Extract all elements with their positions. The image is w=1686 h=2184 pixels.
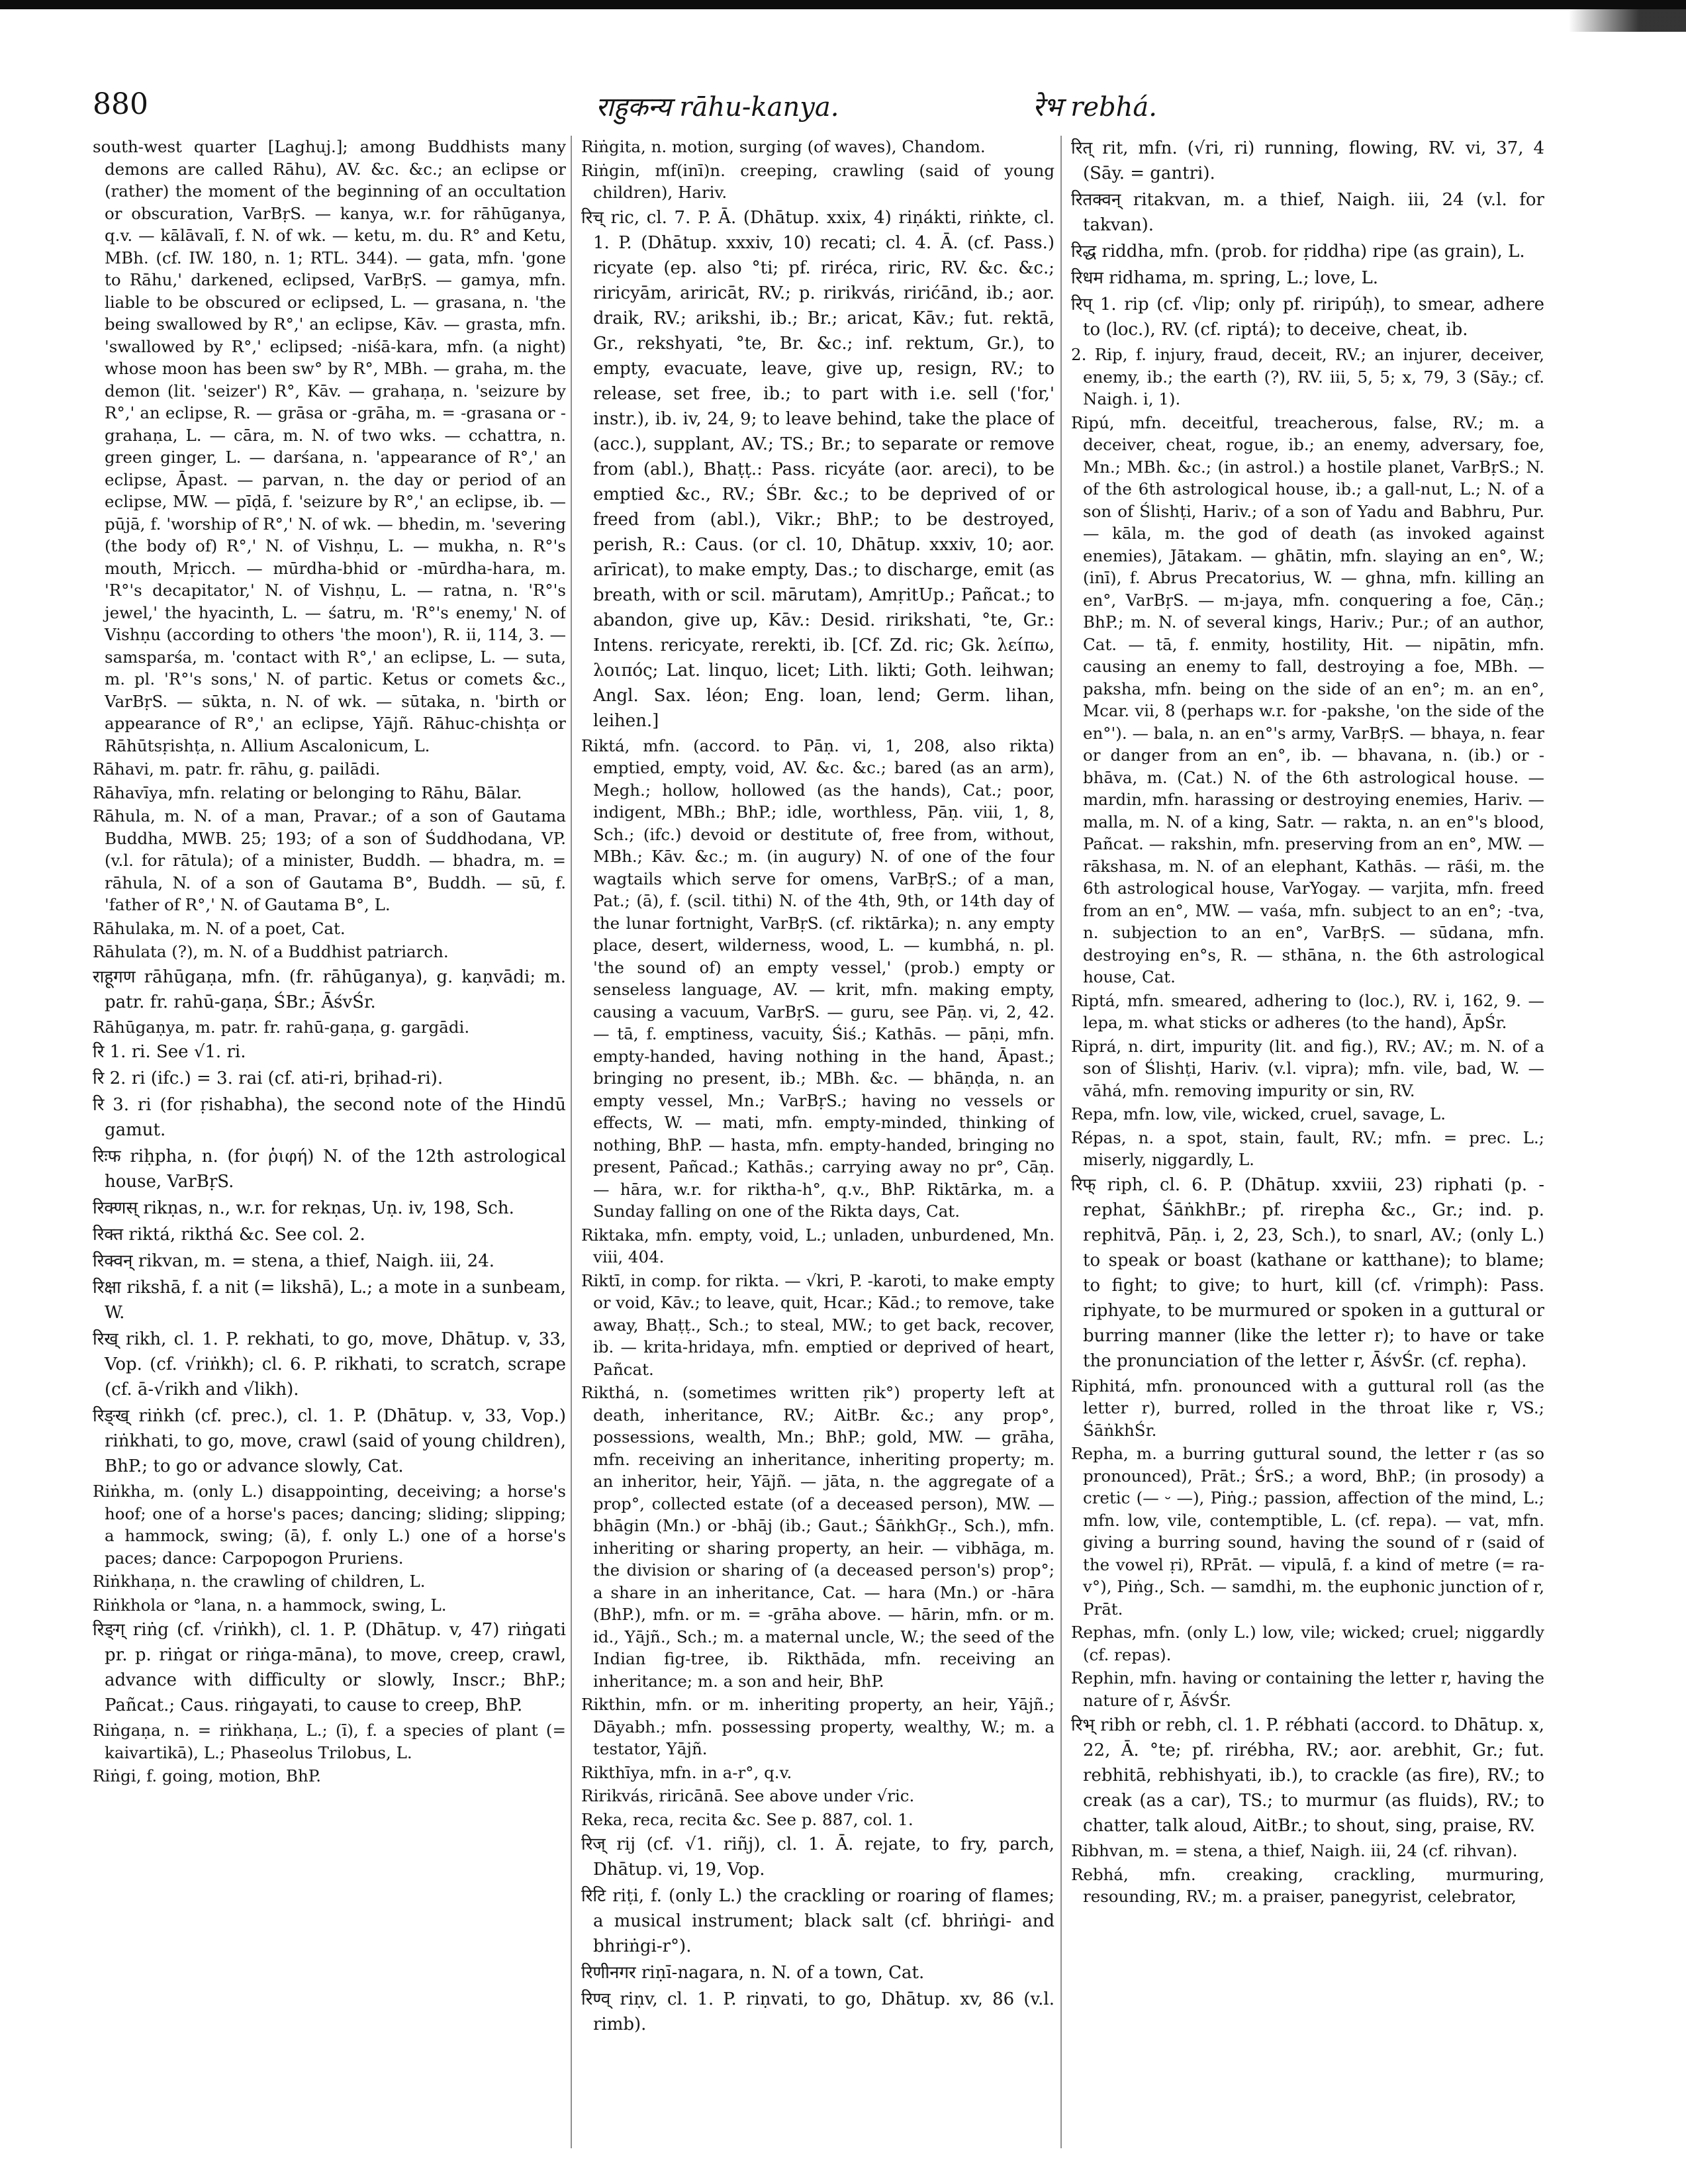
dictionary-entry: Rāhavi, m. patr. fr. rāhu, g. pailādi. — [93, 759, 381, 779]
dictionary-entry: Riptá, mfn. smeared, adhering to (loc.), RV. i, 162, 9. — lepa, m. what sticks or adheres (to the hand), ĀpŚr. — [1071, 990, 1544, 1032]
running-head-left: राहुकन्य rāhu-kanya. — [596, 92, 839, 122]
dictionary-entry: Rikthá, n. (sometimes written ṛik°) property left at death, inheritance, RV.; AitBr. &c.; any prop°, possessions, wealth, Mn.; BhP.; gold, MW. — grāha, mfn. receiving an inheritance, inheriting property; m. an inheritor, heir, Yājñ. — jāta, n. the aggregate of a prop°, collected estate (of a deceased person), MW. — bhāgin (Mn.) or -bhāj (ib.; Gaut.; ŚāṅkhGṛ., Sch.), mfn. inheriting or sharing property, an heir. — vibhāga, m. the division or sharing of (a deceased person's) prop°; a share in an inheritance, Cat. — hara (Mn.) or -hāra (BhP.), mfn. or m. = -grāha above. — hārin, mfn. or m. id., Yājñ., Sch.; m. a maternal uncle, W.; the seed of the Indian fig-tree, ib. Rikthāda, mfn. receiving an inheritance; m. a son and heir, BhP. — [581, 1383, 1054, 1691]
dictionary-entry: Riṅkhaṇa, n. the crawling of children, L. — [93, 1572, 426, 1591]
dictionary-entry: रि 1. ri. See √1. ri. — [93, 1042, 246, 1062]
dictionary-entry: रिटि riṭi, f. (only L.) the crackling or roaring of flames; a musical instrument; black salt (cf. bhriṅgi- and bhriṅgi-r°). — [581, 1886, 1054, 1956]
dictionary-entry: Riṅkha, m. (only L.) disappointing, deceiving; a horse's hoof; one of a horse's paces; dancing; sliding; slipping; a hammock, swing; (ā), f. only L.) one of a horse's paces; dance: Carpopogon Pruriens. — [93, 1482, 566, 1568]
dictionary-entry: Rebhá, mfn. creaking, crackling, murmuring, resounding, RV.; m. a praiser, panegyrist, celebrator, — [1071, 1864, 1544, 1906]
dictionary-entry: Rāhulata (?), m. N. of a Buddhist patriarch. — [93, 942, 449, 961]
dictionary-entry: रिक्षा rikshā, f. a nit (= likshā), L.; a mote in a sunbeam, W. — [93, 1278, 566, 1323]
dictionary-entry: Rephas, mfn. (only L.) low, vile; wicked; cruel; niggardly (cf. repas). — [1071, 1623, 1544, 1664]
dictionary-entry: Riprá, n. dirt, impurity (lit. and fig.), RV.; AV.; m. N. of a son of Ślishṭi, Hariv. (v.l. vipra); mfn. vile, bad, W. — vāhá, mfn. removing impurity or sin, RV. — [1071, 1036, 1544, 1100]
dictionary-entry: Rikthīya, mfn. in a-r°, q.v. — [581, 1762, 792, 1782]
dictionary-entry: रिच् ric, cl. 7. P. Ā. (Dhātup. xxix, 4) riṇákti, riṅkte, cl. 1. P. (Dhātup. xxxiv, 10) recati; cl. 4. Ā. (cf. Pass.) ricyate (ep. also °ti; pf. riréca, riric, RV. &c. &c.; riricyām, ariricāt, RV.; p. ririkvás, ririćānd, ib.; aor. draik, RV.; arikshi, ib.; Br.; aricat, Kāv.; fut. rektā, Gr., rekshyati, °te, Br. &c.; inf. rektum, Gr.), to empty, evacuate, leave, give up, resign, RV.; to release, set free, ib.; to part with i.e. sell ('for,' instr.), ib. iv, 24, 9; to leave behind, take the place of (acc.), supplant, AV.; TS.; Br.; to separate or remove from (abl.), Bhaṭṭ.: Pass. ricyáte (aor. areci), to be emptied &c., RV.; ŚBr. &c.; to be deprived of or freed from (abl.), Vikr.; BhP.; to be destroyed, perish, R.: Caus. (or cl. 10, Dhātup. xxxiv, 10; aor. arīricat), to make empty, Das.; to discharge, emit (as breath, with or scil. mārutam), AmṛitUp.; Pañcat.; to abandon, give up, Kāv.: Desid. ririkshati, °te, Gr.: Intens. rericyate, rerekti, ib. [Cf. Zd. ric; Gk. λείπω, λοιπός; Lat. linquo, licet; Lith. likti; Goth. leihwan; Angl. Sax. léon; Eng. loan, lend; Germ. lihan, leihen.] — [581, 207, 1054, 731]
column-2 — [581, 136, 1054, 2161]
dictionary-entry: रि 3. ri (for ṛishabha), the second note of the Hindū gamut. — [93, 1095, 566, 1140]
dictionary-entry: Riktaka, mfn. empty, void, L.; unladen, unburdened, Mn. viii, 404. — [581, 1225, 1054, 1266]
page-number: 880 — [93, 87, 148, 121]
dictionary-entry: Repha, m. a burring guttural sound, the letter r (as so pronounced), Prāt.; ŚrS.; a word, BhP.; (in prosody) a cretic (— ⏑ —), Piṅg.; passion, affection of the mind, L.; mfn. low, vile, contemptible, L. (cf. repa). — vat, mfn. giving a burring sound, having the sound of r (said of the vowel ṛi), RPrāt. — vipulā, f. a kind of metre (= ra-v°), Piṅg., Sch. — samdhi, m. the euphonic junction of r, Prāt. — [1071, 1444, 1544, 1619]
dictionary-entry: Reka, reca, recita &c. See p. 887, col. 1. — [581, 1809, 913, 1829]
dictionary-entry: Rikthin, mfn. or m. inheriting property, an heir, Yājñ.; Dāyabh.; mfn. possessing property, wealthy, W.; m. a testator, Yājñ. — [581, 1695, 1054, 1758]
dictionary-entry: राहूगण rāhūgaṇa, mfn. (fr. rāhūganya), g. kaṇvādi; m. patr. fr. rahū-gaṇa, ŚBr.; ĀśvŚr. — [93, 967, 566, 1012]
dictionary-entry: Répas, n. a spot, stain, fault, RV.; mfn. = prec. L.; miserly, niggardly, L. — [1071, 1127, 1544, 1169]
dictionary-entry: Repa, mfn. low, vile, wicked, cruel, savage, L. — [1071, 1104, 1446, 1123]
dictionary-entry: Riṅgaṇa, n. = riṅkhaṇa, L.; (ī), f. a species of plant (= kaivartikā), L.; Phaseolus Trilobus, L. — [93, 1721, 566, 1762]
dictionary-entry: रिप् 1. rip (cf. √lip; only pf. riripúḥ), to smear, adhere to (loc.), RV. (cf. riptá); to deceive, cheat, ib. — [1071, 295, 1544, 340]
dictionary-entry: रित् rit, mfn. (√ri, ri) running, flowing, RV. vi, 37, 4 (Sāy. = gantri). — [1071, 138, 1544, 183]
scan-edge-top — [0, 0, 1686, 9]
dictionary-entry: रिक्णस् rikṇas, n., w.r. for rekṇas, Uṇ. iv, 198, Sch. — [93, 1198, 514, 1218]
dictionary-entry: Ririkvás, riricānā. See above under √ric. — [581, 1786, 915, 1805]
column-1 — [93, 136, 566, 2161]
dictionary-entry: Riṅgita, n. motion, surging (of waves), Chandom. — [581, 137, 986, 156]
dictionary-entry: रिङ्ख् riṅkh (cf. prec.), cl. 1. P. (Dhātup. v, 33, Vop.) riṅkhati, to go, move, crawl (said of young children), BhP.; to go or advance slowly, Cat. — [93, 1406, 566, 1476]
dictionary-entry: Rephin, mfn. having or containing the letter r, having the nature of r, ĀśvŚr. — [1071, 1668, 1544, 1710]
scan-edge-notch — [1569, 9, 1686, 32]
dictionary-entry: Ripú, mfn. deceitful, treacherous, false, RV.; m. a deceiver, cheat, rogue, ib.; an enemy, adversary, foe, Mn.; MBh. &c.; (in astrol.) a hostile planet, VarBṛS.; N. of the 6th astrological house, ib.; a gall-nut, L.; N. of a son of Ślishṭi, Hariv.; of a son of Yadu and Babhru, Pur. — kāla, m. the god of death (as invoked against enemies), Jātakam. — ghātin, mfn. slaying an en°, W.; (inī), f. Abrus Precatorius, W. — ghna, mfn. killing an en°, VarBṛS. — m-jaya, mfn. conquering a foe, Cāṇ.; BhP.; m. N. of several kings, Hariv.; Pur.; of an author, Cat. — tā, f. enmity, hostility, Hit. — nipātin, mfn. causing an enemy to fall, destroying a foe, MBh. — paksha, mfn. being on the side of an en°; m. an en°, Mcar. vii, 8 (perhaps w.r. for -pakshe, 'on the side of the en°'). — bala, n. an en°'s army, VarBṛS. — bhaya, n. fear or danger from an en°, ib. — bhavana, n. (ib.) or -bhāva, m. (Cat.) N. of the 6th astrological house. — mardin, mfn. harassing or destroying enemies, Hariv. — malla, m. N. of a king, Satr. — rakta, n. an en°'s blood, Pañcat. — rakshin, mfn. preserving from an en°, MW. — rākshasa, m. N. of an elephant, Kathās. — rāśi, m. the 6th astrological house, VarYogay. — varjita, mfn. freed from an en°, MW. — vaśa, mfn. subject to an en°; -tva, n. subjection to an en°, VarBṛS. — sūdana, mfn. destroying en°s, R. — sthāna, n. the 6th astrological house, Cat. — [1071, 412, 1544, 986]
dictionary-entry: रिद्ध riddha, mfn. (prob. for ṛiddha) ripe (as grain), L. — [1071, 242, 1525, 261]
dictionary-entry: Rāhūgaṇya, m. patr. fr. rahū-gaṇa, g. gargādi. — [93, 1017, 470, 1037]
dictionary-entry: Ribhvan, m. = stena, a thief, Naigh. iii, 24 (cf. rihvan). — [1071, 1841, 1518, 1860]
dictionary-entry: रिःफ riḥpha, n. (for ῥιφή) N. of the 12th astrological house, VarBṛS. — [93, 1147, 566, 1192]
dictionary-entry: रिफ् riph, cl. 6. P. (Dhātup. xxviii, 23) riphati (p. -rephat, ŚāṅkhBr.; pf. rirepha &c., Gr.; ind. p. rephitvā, Pāṇ. i, 2, 23, Sch.), to snarl, AV.; (only L.) to speak or boast (kathane or katthane); to blame; to fight; to give; to hurt, kill (cf. √rimph): Pass. riphyate, to be murmured or spoken in a guttural or burring manner (like the letter r); to have or take the pronunciation of the letter r, ĀśvŚr. (cf. repha). — [1071, 1174, 1544, 1371]
dictionary-entry: रितक्वन् ritakvan, m. a thief, Naigh. iii, 24 (v.l. for takvan). — [1071, 190, 1544, 235]
column-3 — [1071, 136, 1544, 2161]
dictionary-entry: रिक्त riktá, rikthá &c. See col. 2. — [93, 1225, 365, 1245]
page-header — [93, 87, 1602, 127]
dictionary-entry: रिज् rij (cf. √1. riñj), cl. 1. Ā. rejate, to fry, parch, Dhātup. vi, 19, Vop. — [581, 1834, 1054, 1879]
dictionary-entry: Riktá, mfn. (accord. to Pāṇ. vi, 1, 208, also rikta) emptied, empty, void, AV. &c. &c.; bared (as an arm), Megh.; hollow, hollowed (as the hands), Cat.; poor, indigent, MBh.; BhP.; idle, worthless, Pāṇ. viii, 1, 8, Sch.; (ifc.) devoid or destitute of, free from, without, MBh.; Kāv. &c.; m. (in augury) N. of one of the four wagtails which serve for omens, VarBṛS.; of a man, Pat.; (ā), f. (scil. tithi) N. of the 4th, 9th, or 14th day of the lunar fortnight, VarBṛS. (cf. riktārka); n. any empty place, desert, wilderness, wood, L. — kumbhá, n. pl. 'the sound of) an empty vessel,' (prob.) empty or senseless language, AV. — krit, mfn. making empty, causing a vacuum, VarBṛS. — guru, see Pāṇ. vi, 2, 42. — tā, f. emptiness, vacuity, Śiś.; Kathās. — pāṇi, mfn. empty-handed, having nothing in the hand, Āpast.; bringing no present, ib.; MBh. &c. — bhāṇḍa, n. an empty vessel, Mn.; VarBṛS.; having no vessels or effects, W. — mati, mfn. empty-minded, thinking of nothing, BhP. — hasta, mfn. empty-handed, bringing no present, Pañcad.; Kathās.; carrying away no pr°, Cāṇ. — hāra, w.r. for riktha-h°, q.v., BhP. Riktārka, m. a Sunday falling on one of the Rikta days, Cat. — [581, 736, 1054, 1221]
dictionary-entry: रिङ्ग् riṅg (cf. √riṅkh), cl. 1. P. (Dhātup. v, 47) riṅgati pr. p. riṅgat or riṅga-māna), to move, creep, crawl, advance with difficulty or slowly, Inscr.; BhP.; Pañcat.; Caus. riṅgayati, to cause to creep, BhP. — [93, 1620, 566, 1715]
dictionary-entry: रिणीनगर riṇī-nagara, n. N. of a town, Cat. — [581, 1963, 925, 1983]
dictionary-entry: रिख् rikh, cl. 1. P. rekhati, to go, move, Dhātup. v, 33, Vop. (cf. √riṅkh); cl. 6. P. rikhati, to scratch, scrape (cf. ā-√rikh and √likh). — [93, 1329, 566, 1400]
dictionary-entry: रिधम ridhama, m. spring, L.; love, L. — [1071, 268, 1378, 288]
dictionary-columns — [93, 136, 1615, 2161]
dictionary-entry: south-west quarter [Laghuj.]; among Buddhists many demons are called Rāhu), AV. &c. &c.; an eclipse or (rather) the moment of the beginning of an occultation or obscuration, VarBṛS. — kanya, w.r. for rāhūganya, q.v. — kālāvalī, f. N. of wk. — ketu, m. du. R° and Ketu, MBh. (cf. IW. 180, n. 1; RTL. 344). — gata, mfn. 'gone to Rāhu,' darkened, eclipsed, VarBṛS. — gamya, mfn. liable to be obscured or eclipsed, L. — grasana, n. 'the being swallowed by R°,' an eclipse, Kāv. — grasta, mfn. 'swallowed by R°,' eclipsed; -niśā-kara, mfn. (a night) whose moon has been sw° by R°, MBh. — graha, m. the demon (lit. 'seizer') R°, Kāv. — grahaṇa, n. 'seizure by R°,' an eclipse, R. — grāsa or -grāha, m. = -grasana or -grahaṇa, L. — cāra, m. N. of two wks. — cchattra, n. green ginger, L. — darśana, n. 'appearance of R°,' an eclipse, Āpast. — parvan, n. the day or period of an eclipse, MW. — pīḍā, f. 'seizure by R°,' an eclipse, ib. — pūjā, f. 'worship of R°,' N. of wk. — bhedin, m. 'severing (the body of) R°,' N. of Vishṇu, L. — mukha, n. R°'s mouth, Mṛicch. — mūrdha-bhid or -mūrdha-hara, m. 'R°'s decapitator,' N. of Vishṇu, L. — ratna, n. 'R°'s jewel,' the hyacinth, L. — śatru, m. 'R°'s enemy,' N. of Vishṇu (according to others 'the moon'), R. ii, 114, 3. — samsparśa, m. 'contact with R°,' an eclipse, L. — suta, m. pl. 'R°'s sons,' N. of partic. Ketus or comets &c., VarBṛS. — sūkta, n. N. of wk. — sūtaka, n. 'birth or appearance of R°,' an eclipse, Yājñ. Rāhuc-chishṭa or Rāhūtsṛishṭa, n. Allium Ascalonicum, L. — [93, 137, 566, 755]
dictionary-entry: रि 2. ri (ifc.) = 3. rai (cf. ati-ri, bṛihad-ri). — [93, 1068, 444, 1088]
running-head-right: रेभ rebhá. — [1033, 92, 1157, 122]
dictionary-entry: Riphitá, mfn. pronounced with a guttural roll (as the letter r), burred, rolled in the throat like r, VS.; ŚāṅkhŚr. — [1071, 1376, 1544, 1440]
dictionary-entry: Rāhula, m. N. of a man, Pravar.; of a son of Gautama Buddha, MWB. 25; 193; of a son of Śuddhodana, VP. (v.l. for rātula); of a minister, Buddh. — bhadra, m. = rāhula, N. of a son of Gautama B°, Buddh. — sū, f. 'father of R°,' N. of Gautama B°, L. — [93, 806, 566, 914]
dictionary-entry: Riṅgi, f. going, motion, BhP. — [93, 1766, 322, 1785]
dictionary-entry: Riktī, in comp. for rikta. — √kri, P. -karoti, to make empty or void, Kāv.; to leave, quit, Hcar.; Kād.; to remove, take away, Bhaṭṭ., Sch.; to steal, MW.; to get back, recover, ib. — krita-hridaya, mfn. emptied or deprived of heart, Pañcat. — [581, 1270, 1054, 1379]
dictionary-entry: Rāhavīya, mfn. relating or belonging to Rāhu, Bālar. — [93, 783, 522, 802]
dictionary-entry: रिभ् ribh or rebh, cl. 1. P. rébhati (accord. to Dhātup. x, 22, Ā. °te; pf. rirébha, RV.; aor. arebhit, Gr.; fut. rebhitā, rebhishyati, ib.), to crackle (as fire), RV.; to creak (as a car), TS.; to murmur (as fluids), RV.; to chatter, talk aloud, AitBr.; to shout, sing, praise, RV. — [1071, 1715, 1544, 1836]
dictionary-entry: Riṅkhola or °lana, n. a hammock, swing, L. — [93, 1595, 447, 1615]
dictionary-entry: रिण्व् riṇv, cl. 1. P. riṇvati, to go, Dhātup. xv, 86 (v.l. rimb). — [581, 1989, 1054, 2034]
dictionary-entry: रिक्वन् rikvan, m. = stena, a thief, Naigh. iii, 24. — [93, 1251, 495, 1271]
dictionary-entry: Riṅgin, mf(inī)n. creeping, crawling (said of young children), Hariv. — [581, 160, 1054, 202]
dictionary-entry: Rāhulaka, m. N. of a poet, Cat. — [93, 918, 346, 938]
dictionary-entry: 2. Rip, f. injury, fraud, deceit, RV.; an injurer, deceiver, enemy, ib.; the earth (?), RV. iii, 5, 5; x, 79, 3 (Sāy.; cf. Naigh. i, 1). — [1071, 345, 1544, 408]
